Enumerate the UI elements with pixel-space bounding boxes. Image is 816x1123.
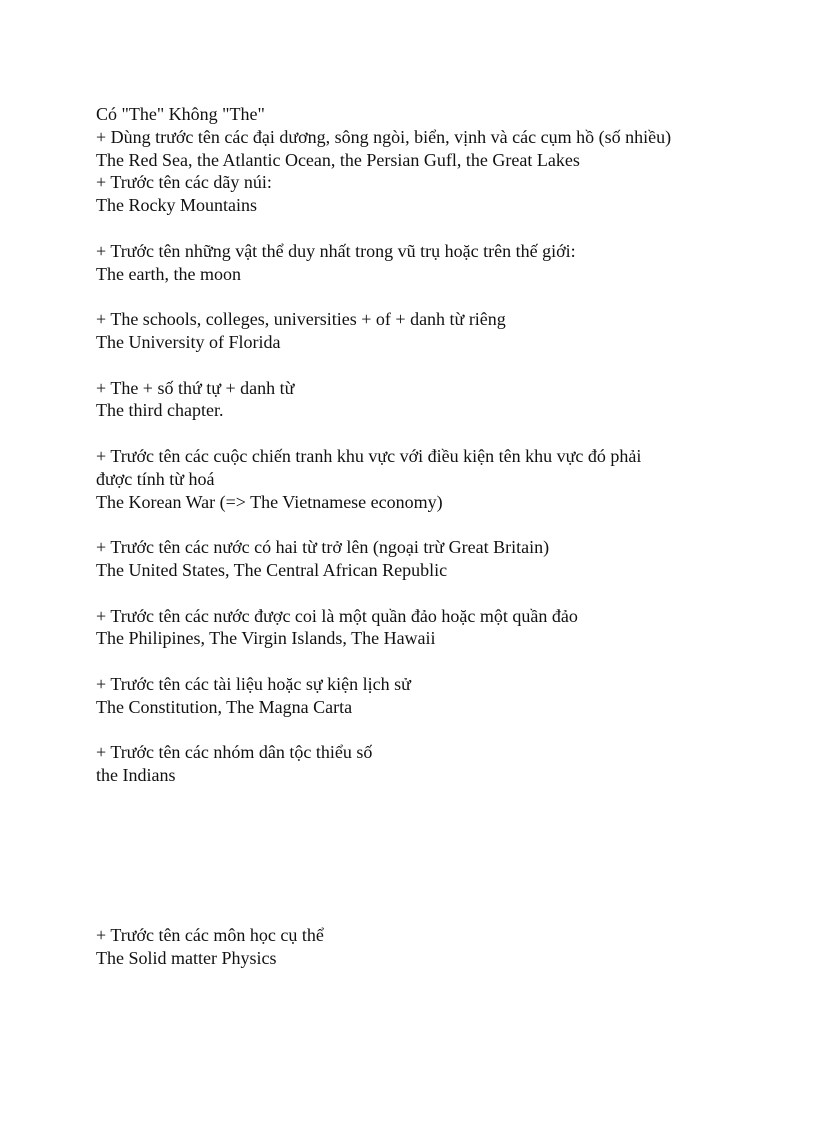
example-historical-documents: The Constitution, The Magna Carta [96, 696, 353, 717]
rule-oceans: + Dùng trước tên các đại dương, sông ngòi, biển, vịnh và các cụm hồ (số nhiều) [96, 126, 672, 147]
rule-ordinal: + The + số thứ tự + danh từ [96, 377, 295, 398]
rule-multiword-countries: + Trước tên các nước có hai từ trở lên (ngoại trừ Great Britain) [96, 537, 550, 558]
example-mountains: The Rocky Mountains [96, 195, 257, 216]
rule-unique-objects: + Trước tên những vật thể duy nhất trong vũ trụ hoặc trên thế giới: [96, 240, 576, 261]
rule-subjects: + Trước tên các môn học cụ thể [96, 924, 324, 945]
spacer [96, 719, 736, 742]
rule-historical-documents: + Trước tên các tài liệu hoặc sự kiện lịch sử [96, 673, 411, 694]
spacer [96, 513, 736, 536]
example-schools: The University of Florida [96, 331, 281, 352]
spacer [96, 422, 736, 445]
spacer [96, 285, 736, 308]
spacer [96, 354, 736, 377]
spacer [96, 787, 736, 924]
example-unique-objects: The earth, the moon [96, 263, 241, 284]
rule-ethnic-groups: + Trước tên các nhóm dân tộc thiểu số [96, 742, 373, 763]
rule-wars-continued: được tính từ hoá [96, 468, 215, 489]
example-oceans: The Red Sea, the Atlantic Ocean, the Persian Gufl, the Great Lakes [96, 149, 580, 170]
example-ethnic-groups: the Indians [96, 765, 176, 786]
example-subjects: The Solid matter Physics [96, 947, 277, 968]
example-wars: The Korean War (=> The Vietnamese economy) [96, 491, 443, 512]
example-multiword-countries: The United States, The Central African Republic [96, 559, 448, 580]
example-ordinal: The third chapter. [96, 400, 224, 421]
rule-archipelagos: + Trước tên các nước được coi là một quần đảo hoặc một quần đảo [96, 605, 578, 626]
document-title: Có "The" Không "The" [96, 104, 265, 124]
rule-schools: + The schools, colleges, universities + of + danh từ riêng [96, 309, 506, 330]
document-body [96, 103, 736, 969]
spacer [96, 582, 736, 605]
example-archipelagos: The Philipines, The Virgin Islands, The Hawaii [96, 628, 436, 649]
spacer [96, 650, 736, 673]
rule-mountains: + Trước tên các dãy núi: [96, 172, 272, 193]
rule-wars: + Trước tên các cuộc chiến tranh khu vực với điều kiện tên khu vực đó phải [96, 445, 642, 466]
spacer [96, 217, 736, 240]
